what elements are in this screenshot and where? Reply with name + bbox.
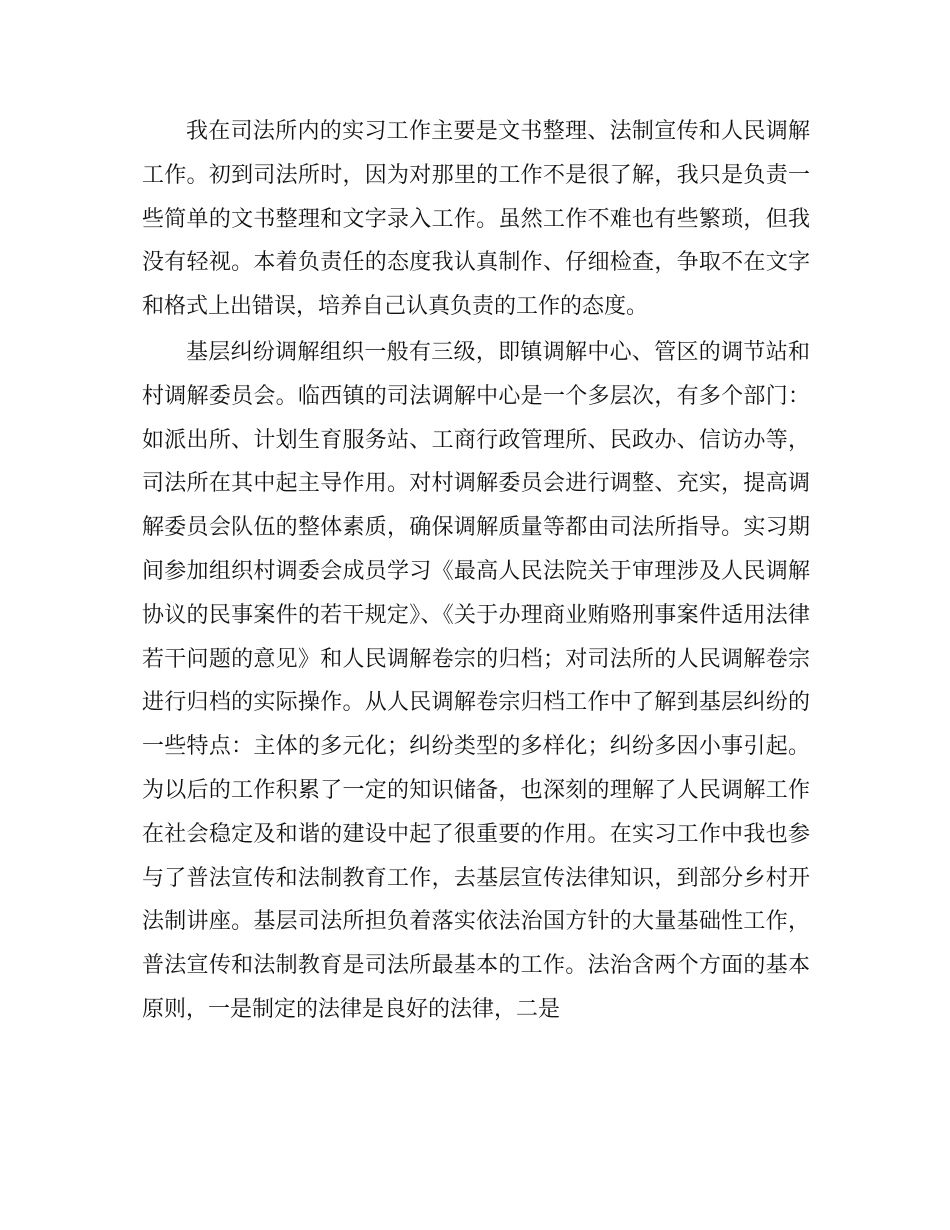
paragraph-internship-work: 我在司法所内的实习工作主要是文书整理、法制宣传和人民调解工作。初到司法所时，因为对那里的工作不是很了解，我只是负责一些简单的文书整理和文字录入工作。虽然工作不难也有些繁琐，但我没有轻视。本着负责任的态度我认真制作、仔细检查，争取不在文字和格式上出错误，培养自己认真负责的工作的态度。 [142, 119, 810, 320]
document-body [142, 110, 810, 1034]
paragraph-mediation-organization: 基层纠纷调解组织一般有三级，即镇调解中心、管区的调节站和村调解委员会。临西镇的司法调解中心是一个多层次，有多个部门：如派出所、计划生育服务站、工商行政管理所、民政办、信访办等，司法所在其中起主导作用。对村调解委员会进行调整、充实，提高调解委员会队伍的整体素质，确保调解质量等都由司法所指导。实习期间参加组织村调委会成员学习《最高人民法院关于审理涉及人民调解协议的民事案件的若干规定》、《关于办理商业贿赂刑事案件适用法律若干问题的意见》和人民调解卷宗的归档；对司法所的人民调解卷宗进行归档的实际操作。从人民调解卷宗归档工作中了解到基层纠纷的一些特点：主体的多元化；纠纷类型的多样化；纠纷多因小事引起。为以后的工作积累了一定的知识储备，也深刻的理解了人民调解工作在社会稳定及和谐的建设中起了很重要的作用。在实习工作中我也参与了普法宣传和法制教育工作，去基层宣传法律知识，到部分乡村开法制讲座。基层司法所担负着落实依法治国方针的大量基础性工作，普法宣传和法制教育是司法所最基本的工作。法治含两个方面的基本原则，一是制定的法律是良好的法律，二是 [142, 339, 810, 1022]
